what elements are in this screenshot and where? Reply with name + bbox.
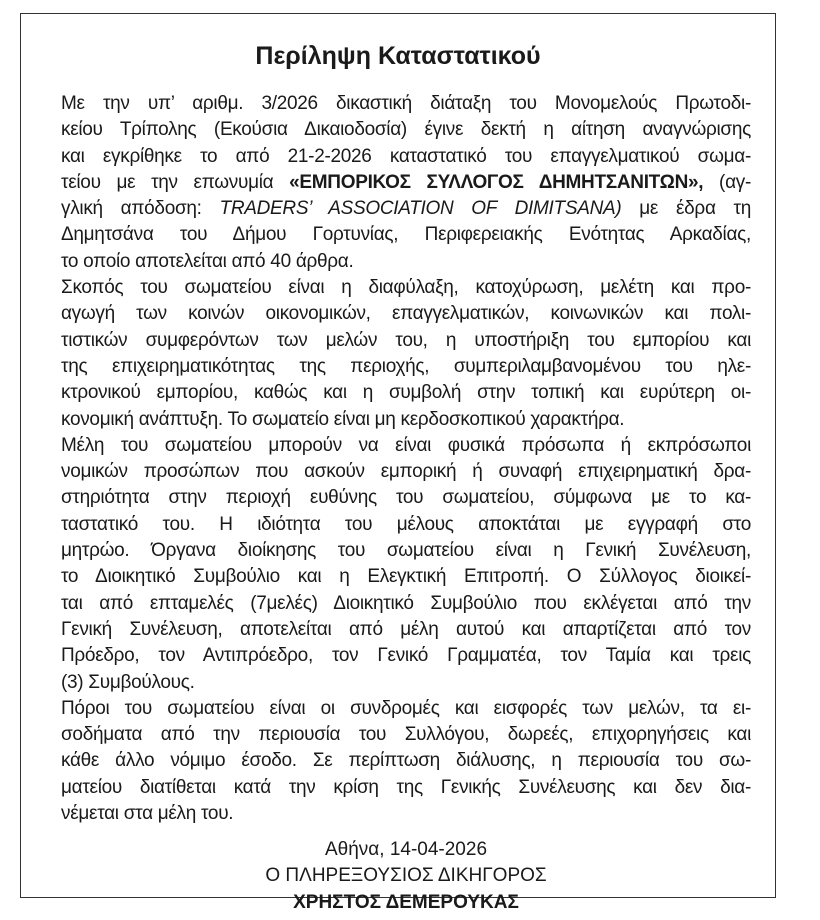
signatory-name: ΧΡΗΣΤΟΣ ΔΕΜΕΡΟΥΚΑΣ — [293, 891, 519, 913]
body-line: Με την υπ’ αριθμ. 3/2026 δικαστική διάταξη του Μονομελούς Πρωτοδι- — [61, 93, 751, 114]
body-line: Πόροι του σωματείου είναι οι συνδρομές και εισφορές των μελών, τα ει- — [61, 697, 751, 719]
body-line: κείου Τρίπολης (Εκούσια Δικαιοδοσία) έγινε δεκτή η αίτηση αναγνώρισης — [61, 119, 751, 141]
body-line: της επιχειρηματικότητας της περιοχής, συμπεριλαμβανομένου του ηλε- — [61, 355, 751, 377]
place-date: Αθήνα, 14-04-2026 — [324, 839, 488, 860]
body-line: και εγκρίθηκε το από 21-2-2026 καταστατικό του επαγγελματικού σωμα- — [61, 145, 751, 167]
body-line: ται από επταμελές (7μελές) Διοικητικό Συμβούλιο που εκλέγεται από την — [61, 592, 751, 614]
signature-block — [61, 837, 751, 916]
body-line: νομικών προσώπων που ασκούν εμπορική ή συναφή επιχειρηματική δρα- — [61, 461, 751, 483]
body-line: Γενική Συνέλευση, αποτελείται από μέλη αυτού και απαρτίζεται από τον — [61, 618, 751, 640]
body-line: το Διοικητικό Συμβούλιο και η Ελεγκτική Επιτροπή. Ο Σύλλογος διοικεί- — [61, 566, 751, 588]
body-line: κονομική ανάπτυξη. Το σωματείο είναι μη κερδοσκοπικού χαρακτήρα. — [61, 408, 625, 430]
body-line: τείου με την επωνυμία «ΕΜΠΟΡΙΚΟΣ ΣΥΛΛΟΓΟΣ ΔΗΜΗΤΣΑΝΙΤΩΝ», (αγ- — [61, 171, 751, 193]
body-line: σοδήματα από την περιουσία του Συλλόγου, δωρεές, επιχορηγήσεις και — [61, 724, 751, 746]
notice-body — [61, 91, 751, 827]
body-line: Μέλη του σωματείου μπορούν να είναι φυσικά πρόσωπα ή εκπρόσωποι — [61, 434, 751, 456]
signatory-role: Ο ΠΛΗΡΕΞΟΥΣΙΟΣ ΔΙΚΗΓΟΡΟΣ — [265, 865, 547, 887]
association-name: «ΕΜΠΟΡΙΚΟΣ ΣΥΛΛΟΓΟΣ ΔΗΜΗΤΣΑΝΙΤΩΝ», — [289, 171, 704, 193]
body-line: Πρόεδρο, τον Αντιπρόεδρο, τον Γενικό Γραμματέα, τον Ταμία και τρεις — [61, 645, 751, 667]
body-line: ταστατικό του. Η ιδιότητα του μέλους αποκτάται με εγγραφή στο — [61, 513, 751, 535]
body-line: Δημητσάνα του Δήμου Γορτυνίας, Περιφερειακής Ενότητας Αρκαδίας, — [61, 224, 751, 246]
body-line: Σκοπός του σωματείου είναι η διαφύλαξη, κατοχύρωση, μελέτη και προ- — [61, 277, 751, 299]
body-line: νέμεται στα μέλη του. — [61, 803, 234, 825]
body-line: το οποίο αποτελείται από 40 άρθρα. — [61, 250, 354, 272]
body-line: ματείου διατίθεται κατά την κρίση της Γενικής Συνέλευσης και δεν δια- — [61, 776, 751, 798]
body-line: κτρονικού εμπορίου, καθώς και η συμβολή στην τοπική και ευρύτερη οι- — [61, 382, 751, 404]
notice-title: Περίληψη Καταστατικού — [255, 42, 541, 70]
body-line: μητρώο. Όργανα διοίκησης του σωματείου είναι η Γενική Συνέλευση, — [61, 540, 751, 562]
body-line: κάθε άλλο νόμιμο έσοδο. Σε περίπτωση διάλυσης, η περιουσία του σω- — [61, 750, 751, 772]
body-line: αγωγή των κοινών οικονομικών, επαγγελματικών, κοινωνικών και πολι- — [61, 303, 751, 325]
statute-summary-notice — [20, 13, 776, 913]
english-name: TRADERS’ ASSOCIATION OF DIMITSANA) — [219, 198, 622, 220]
body-line: στηριότητα στην περιοχή ευθύνης του σωματείου, σύμφωνα με το κα- — [61, 487, 751, 509]
body-line: (3) Συμβούλους. — [61, 671, 195, 693]
body-line: τιστικών συμφερόντων των μελών του, η υποστήριξη του εμπορίου και — [61, 329, 751, 351]
body-line: γλική απόδοση: TRADERS’ ASSOCIATION OF DIMITSANA) με έδρα τη — [61, 198, 751, 220]
